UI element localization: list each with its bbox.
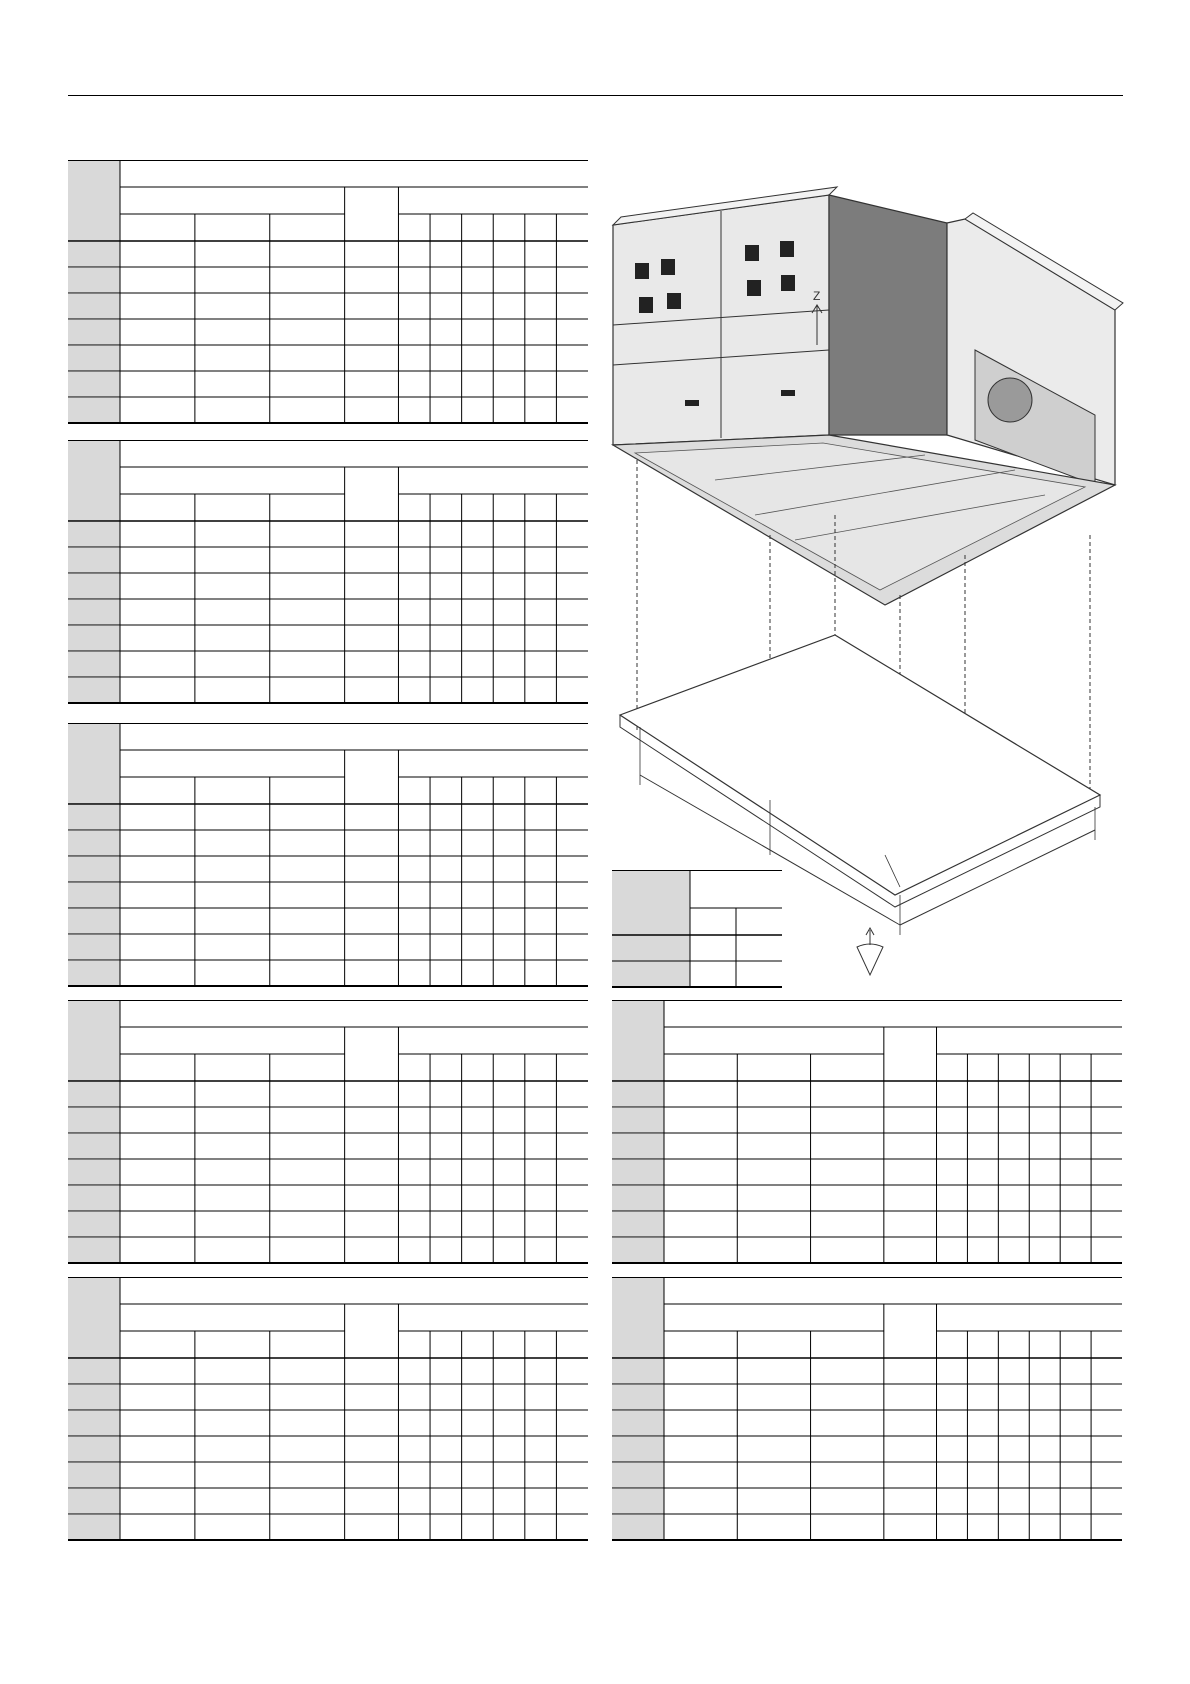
row-header-cell [68, 398, 120, 423]
row-header-cell [68, 1160, 120, 1185]
row-header-cell [68, 652, 120, 677]
row-header-cell [68, 909, 120, 934]
row-header-cell [68, 320, 120, 345]
row-header-cell [68, 372, 120, 397]
row-header-cell [68, 600, 120, 625]
row-header-cell [612, 1411, 664, 1436]
table-grid [68, 440, 588, 705]
row-header-cell [68, 1463, 120, 1488]
table-2 [68, 440, 588, 705]
row-header-cell [612, 1186, 664, 1211]
foundation-plate [620, 635, 1100, 895]
z-axis-label: Z [813, 289, 821, 303]
row-header-cell [68, 805, 120, 830]
row-header-cell [612, 1489, 664, 1514]
row-header-cell [68, 883, 120, 908]
row-header-cell [68, 1238, 120, 1263]
row-header-cell [68, 346, 120, 371]
row-header-cell [612, 1238, 664, 1263]
row-header-cell [612, 1385, 664, 1410]
row-header-cell [68, 1385, 120, 1410]
row-header-cell [68, 1515, 120, 1540]
row-header-cell [68, 268, 120, 293]
table-grid [68, 160, 588, 425]
row-header-cell [612, 1212, 664, 1237]
table-grid [612, 1277, 1122, 1542]
table-3 [68, 723, 588, 988]
row-header-cell [68, 294, 120, 319]
unit-isometric-figure [595, 135, 1135, 985]
row-header-cell [68, 626, 120, 651]
row-header-cell [612, 1160, 664, 1185]
row-header-cell [68, 961, 120, 986]
unit-side-panel [829, 195, 947, 435]
row-header-cell [68, 522, 120, 547]
table-grid [612, 1000, 1122, 1265]
row-header-cell [68, 242, 120, 267]
row-header-cell [68, 1411, 120, 1436]
row-header-cell [68, 857, 120, 882]
row-header-cell [68, 1082, 120, 1107]
row-header-cell [68, 1134, 120, 1159]
table-7 [612, 1277, 1122, 1542]
row-header-cell [68, 1108, 120, 1133]
row-header-cell [68, 574, 120, 599]
row-header-cell [68, 1212, 120, 1237]
row-header-cell [68, 1489, 120, 1514]
table-grid [68, 1000, 588, 1265]
row-header-cell [68, 935, 120, 960]
eye-view-icon [857, 928, 883, 975]
table-4 [68, 1000, 588, 1265]
row-header-cell [612, 1108, 664, 1133]
row-header-cell [612, 1463, 664, 1488]
row-header-cell [68, 678, 120, 703]
row-header-cell [612, 1515, 664, 1540]
row-header-cell [612, 1082, 664, 1107]
row-header-cell [68, 831, 120, 856]
row-header-cell [612, 1437, 664, 1462]
table-grid [68, 1277, 588, 1542]
row-header-cell [68, 548, 120, 573]
table-5 [68, 1277, 588, 1542]
row-header-cell [68, 1186, 120, 1211]
table-1 [68, 160, 588, 425]
row-header-cell [68, 1437, 120, 1462]
row-header-cell [68, 1359, 120, 1384]
header-rule [68, 95, 1123, 96]
table-grid [68, 723, 588, 988]
row-header-cell [612, 1359, 664, 1384]
row-header-cell [612, 1134, 664, 1159]
table-6 [612, 1000, 1122, 1265]
